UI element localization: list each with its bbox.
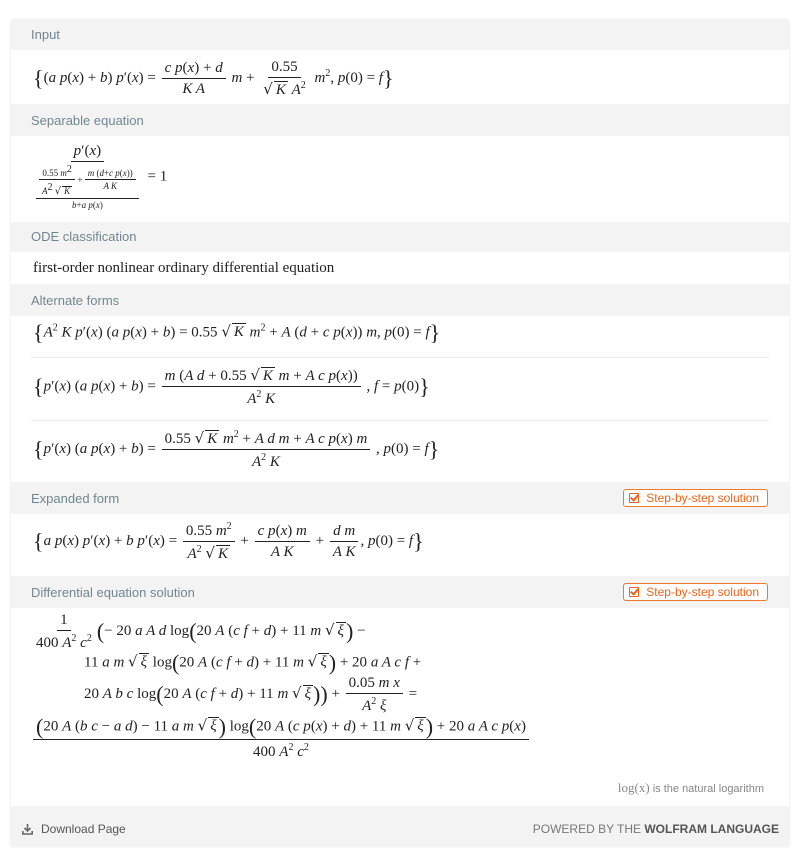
alternate-form-3: {p′(x) (a p(x) + b) = $\frac{0.55 √ K m^2 + A d m + A c p(x) m}{A^2 K}$ , p(0) = f} (33, 429, 440, 470)
step-by-step-label: Step-by-step solution (646, 585, 759, 599)
powered-by[interactable] (533, 822, 779, 836)
pod-title: Separable equation (31, 113, 144, 128)
pod-header-input (11, 20, 789, 50)
solution-line-1: $\frac{1}{400 A^2 c^2}$ (− 20 a A d log(20 A (c f + d) + 11 m √ ξ) − (36, 612, 366, 651)
log-note-text: is the natural logarithm (652, 783, 764, 795)
expanded-equation: {a p(x) p′(x) + b p′(x) = $\frac{0.55 m^2}{A^2 √ K}$ + $\frac{\text{c p(x) m}}{\text{A K}}$ + $\frac{\text{d m}}{\text{A K}}$ , p(0) = f} (33, 521, 424, 562)
divider (31, 420, 769, 421)
pod-content-separable (11, 136, 789, 222)
checkbox-icon (629, 587, 639, 597)
alternate-form-1: {$A^2$ K p′(x) (a p(x) + b) = 0.55 √ K $m^2 + A$ (d + c p(x)) m, p(0) = f} (33, 320, 441, 345)
pod-title: ODE classification (31, 229, 137, 244)
solution-line-2: 11 a m √ ξ log(20 A (c f + d) + 11 m √ ξ) + 20 a A c f + (84, 650, 422, 675)
download-page-link[interactable] (22, 822, 126, 836)
powered-prefix: POWERED BY THE (532, 822, 641, 836)
input-equation: {(a p(x) + b) p′(x) = $\frac{\text{c p(x) + d}}{\text{K A}}$ m + $\frac{0.55}{√ K A^2}$ $m^2$, p(0) = f} (33, 59, 394, 98)
pod-title: Expanded form (31, 491, 120, 506)
pod-content-classification (11, 252, 789, 284)
separable-equation: p′(x) $\frac{0.55 m^2}{A^2 √ K}$ + $\frac{\text{m (d+c p(x))}}{\text{A K}}$ b+a p(x) = 1 (33, 143, 167, 211)
pod-title: Alternate forms (31, 293, 120, 308)
pod-content-alternate (11, 316, 789, 482)
download-label: Download Page (41, 822, 126, 836)
step-by-step-label: Step-by-step solution (646, 491, 759, 505)
alternate-form-2: {p′(x) (a p(x) + b) = $\frac{\text{m (A d + 0.55 √ K m + A c p(x))}}{A^2 K}$ , f = p(0)} (33, 366, 430, 407)
divider (31, 357, 769, 358)
pod-content-input (11, 50, 789, 104)
pod-title: Differential equation solution (31, 585, 195, 600)
results-card (11, 20, 789, 846)
log-note (618, 780, 764, 796)
log-note-math: log(x) (617, 780, 650, 795)
step-by-step-button[interactable] (623, 489, 768, 507)
pod-header-classification (11, 222, 789, 252)
pod-header-expanded (11, 484, 789, 514)
checkbox-icon (629, 493, 639, 503)
powered-brand: WOLFRAM LANGUAGE (644, 822, 779, 836)
step-by-step-button[interactable] (623, 583, 768, 601)
download-icon (22, 824, 33, 835)
classification-text: first-order nonlinear ordinary differential equation (33, 260, 335, 276)
pod-header-solution (11, 578, 789, 608)
pod-content-solution (11, 608, 789, 806)
pod-header-separable (11, 106, 789, 136)
pod-content-expanded (11, 514, 789, 576)
pod-header-alternate (11, 286, 789, 316)
pod-title: Input (31, 27, 60, 42)
solution-line-3: 20 A b c log(20 A (c f + d) + 11 m √ ξ)) + $\frac{\text{0.05 m x}}{A^2 \xi}$ = (84, 675, 418, 714)
footer (11, 810, 789, 846)
solution-line-4: (20 A (b c − a d) − 11 a m √ ξ) log(20 A (c p(x) + d) + 11 m √ ξ) + 20 a A c p(x) 400 $A^2$ $c^2$ (33, 716, 531, 761)
